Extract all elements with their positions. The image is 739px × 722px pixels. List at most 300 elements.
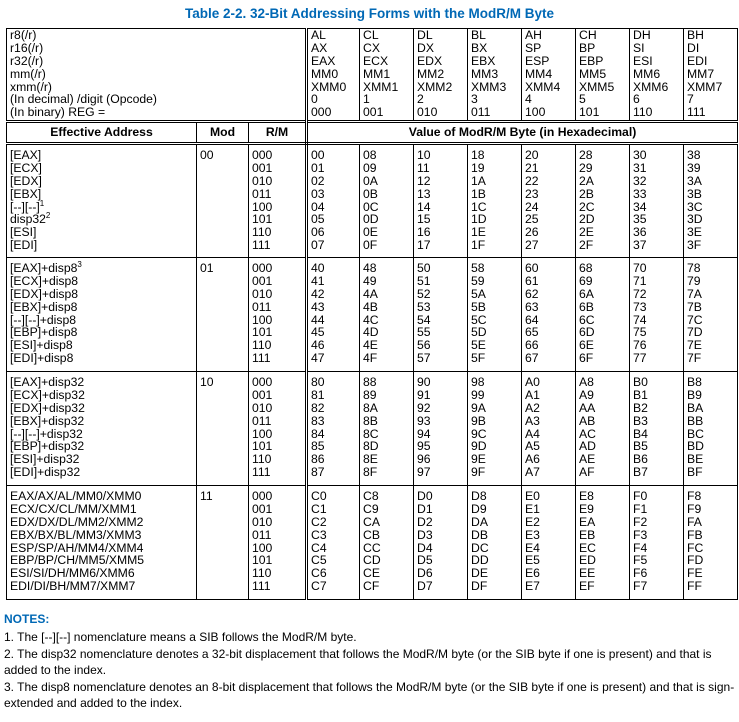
register-name: MM3 — [471, 66, 499, 81]
hex-value: 05 — [311, 212, 325, 227]
register-column — [414, 29, 468, 122]
hex-value: AA — [579, 400, 596, 415]
register-name: DH — [633, 28, 651, 42]
hex-value: F0 — [633, 489, 648, 503]
rm-value: 110 — [252, 452, 272, 467]
hex-value: 1E — [471, 225, 486, 240]
address-text: ESP/SP/AH/MM4/XMM4 — [10, 540, 144, 555]
hex-value: 72 — [633, 286, 647, 301]
hex-value: 47 — [311, 351, 325, 366]
register-name: 100 — [525, 105, 546, 120]
hex-value: A4 — [525, 426, 540, 441]
hex-value: F8 — [687, 489, 702, 503]
rm-value: 011 — [252, 186, 272, 201]
hex-value: C0 — [311, 489, 327, 503]
hex-value: 7D — [687, 325, 703, 340]
mod-header: Mod — [197, 122, 249, 144]
hex-value: 37 — [633, 238, 647, 253]
note-number: 1. — [4, 629, 15, 644]
address-text: [--][--]+disp32 — [10, 426, 83, 441]
hex-value: 09 — [363, 160, 377, 175]
hex-value: AE — [579, 452, 596, 467]
address-line — [10, 580, 193, 593]
hex-value: 13 — [417, 186, 431, 201]
hex-value-column — [684, 372, 738, 486]
hex-value: 6D — [579, 325, 595, 340]
hex-value: 53 — [417, 299, 431, 314]
hex-value: B4 — [633, 426, 648, 441]
hex-value: 60 — [525, 261, 539, 275]
hex-value-column — [414, 372, 468, 486]
hex-value: 32 — [633, 173, 647, 188]
hex-value: 04 — [311, 199, 325, 214]
hex-value: 6E — [579, 338, 594, 353]
register-name: MM7 — [687, 66, 715, 81]
hex-value: C2 — [311, 514, 327, 529]
hex-value: FD — [687, 553, 704, 568]
hex-value: 74 — [633, 312, 647, 327]
hex-value-column — [684, 258, 738, 372]
hex-value-column — [684, 486, 738, 600]
hex-value: F6 — [633, 566, 648, 581]
rm-value: 100 — [252, 312, 273, 327]
hex-value: 49 — [363, 273, 377, 288]
hex-value: 7B — [687, 299, 702, 314]
register-name: BH — [687, 28, 704, 42]
hex-value: 0A — [363, 173, 378, 188]
hex-value-column — [360, 258, 414, 372]
rm-value: 011 — [252, 527, 272, 542]
address-text: ECX/CX/CL/MM/XMM1 — [10, 501, 137, 516]
hex-value-column — [468, 486, 522, 600]
hex-value: B3 — [633, 413, 648, 428]
register-name: MM1 — [363, 66, 391, 81]
hex-value: 3B — [687, 186, 702, 201]
hex-value: 59 — [471, 273, 485, 288]
hex-value: 61 — [525, 273, 539, 288]
register-name: XMM5 — [579, 79, 615, 94]
hex-value: 31 — [633, 160, 647, 175]
rm-value: 001 — [252, 501, 273, 516]
hex-value: F4 — [633, 540, 648, 555]
register-name: 6 — [633, 92, 640, 107]
hex-value: 84 — [311, 426, 325, 441]
hex-value: 63 — [525, 299, 539, 314]
hex-value: 15 — [417, 212, 431, 227]
register-name: XMM3 — [471, 79, 507, 94]
hex-value-column — [576, 372, 630, 486]
mod-value: 11 — [197, 486, 249, 600]
hex-value-column — [360, 372, 414, 486]
hex-value: 9E — [471, 452, 486, 467]
register-column — [522, 29, 576, 122]
hex-value-column — [360, 144, 414, 258]
hex-value: 0C — [363, 199, 379, 214]
hex-value: 0B — [363, 186, 378, 201]
rm-value: 001 — [252, 387, 273, 402]
address-line — [10, 213, 193, 226]
hex-value: D7 — [417, 579, 433, 594]
hex-value: C3 — [311, 527, 327, 542]
register-column — [360, 29, 414, 122]
address-text: [EDX] — [10, 173, 42, 188]
rm-cell — [249, 486, 307, 600]
register-name: XMM4 — [525, 79, 561, 94]
address-text: ESI/SI/DH/MM6/XMM6 — [10, 566, 135, 581]
hex-value: 6B — [579, 299, 594, 314]
hex-value: 12 — [417, 173, 431, 188]
effective-address-cell — [7, 258, 197, 372]
hex-value-column — [414, 486, 468, 600]
hex-value-column — [576, 258, 630, 372]
hex-value: 27 — [525, 238, 539, 253]
hex-value: AF — [579, 465, 595, 480]
hex-value: D8 — [471, 489, 487, 503]
column-header-row — [7, 122, 738, 144]
hex-value: 8D — [363, 439, 379, 454]
hex-value: E2 — [525, 514, 540, 529]
hex-value: C6 — [311, 566, 327, 581]
hex-value: F2 — [633, 514, 648, 529]
register-name: EDI — [687, 53, 708, 68]
address-text: [EDI]+disp32 — [10, 465, 81, 480]
hex-value: B1 — [633, 387, 648, 402]
hex-value: D5 — [417, 553, 433, 568]
hex-value-column — [414, 144, 468, 258]
hex-value: C9 — [363, 501, 379, 516]
register-name: MM0 — [311, 66, 339, 81]
hex-value: B2 — [633, 400, 648, 415]
hex-value: EF — [579, 579, 595, 594]
address-text: [ECX]+disp8 — [10, 273, 79, 288]
hex-value: 22 — [525, 173, 539, 188]
hex-value-column — [576, 144, 630, 258]
address-text: [--][--] — [10, 199, 40, 214]
register-name: AH — [525, 28, 542, 42]
hex-value: E4 — [525, 540, 540, 555]
register-name: 3 — [471, 92, 478, 107]
hex-value: 6A — [579, 286, 594, 301]
hex-value: 85 — [311, 439, 325, 454]
note-number: 2. — [4, 647, 15, 661]
hex-value: 65 — [525, 325, 539, 340]
hex-value: D6 — [417, 566, 433, 581]
hex-value: DB — [471, 527, 488, 542]
address-text: EDI/DI/BH/MM7/XMM7 — [10, 579, 136, 594]
hex-value: CB — [363, 527, 380, 542]
register-name: EAX — [311, 53, 336, 68]
register-label: r16(/r) — [10, 40, 44, 55]
hex-value: FE — [687, 566, 703, 581]
address-text: EBP/BP/CH/MM5/XMM5 — [10, 553, 145, 568]
hex-value: 14 — [417, 199, 431, 214]
register-name: AL — [311, 28, 326, 42]
hex-value: A6 — [525, 452, 540, 467]
hex-value: E8 — [579, 489, 594, 503]
register-name: XMM0 — [311, 79, 347, 94]
hex-value: 70 — [633, 261, 647, 275]
hex-value: 11 — [417, 160, 430, 175]
hex-value: 1C — [471, 199, 487, 214]
register-name: EBP — [579, 53, 604, 68]
hex-value: E6 — [525, 566, 540, 581]
hex-value: FC — [687, 540, 704, 555]
register-name: DX — [417, 40, 434, 55]
hex-value: 3F — [687, 238, 702, 253]
hex-value: 75 — [633, 325, 647, 340]
address-text: EBX/BX/BL/MM3/XMM3 — [10, 527, 142, 542]
mod-group-row — [7, 372, 738, 486]
register-name: BP — [579, 40, 596, 55]
register-name: DI — [687, 40, 700, 55]
rm-value: 110 — [252, 225, 272, 240]
hex-value: 9A — [471, 400, 486, 415]
address-text: [EDI] — [10, 238, 38, 253]
hex-value: 51 — [417, 273, 431, 288]
effective-address-cell — [7, 144, 197, 258]
rm-value: 000 — [252, 261, 273, 275]
hex-value: EC — [579, 540, 596, 555]
hex-value: 89 — [363, 387, 377, 402]
hex-value: F5 — [633, 553, 648, 568]
hex-value: 68 — [579, 261, 593, 275]
hex-value: DD — [471, 553, 489, 568]
register-header-row — [7, 29, 738, 122]
hex-value: 44 — [311, 312, 325, 327]
hex-value: 67 — [525, 351, 539, 366]
register-column — [630, 29, 684, 122]
register-label: xmm(/r) — [10, 79, 52, 94]
hex-value: A8 — [579, 375, 594, 389]
register-name: 4 — [525, 92, 532, 107]
rm-value: 000 — [252, 375, 273, 389]
hex-value: 6C — [579, 312, 595, 327]
register-name: 1 — [363, 92, 370, 107]
hex-value: FA — [687, 514, 702, 529]
hex-value: 28 — [579, 148, 593, 162]
register-label: mm(/r) — [10, 66, 46, 81]
rm-value: 011 — [252, 299, 272, 314]
hex-value: 35 — [633, 212, 647, 227]
rm-value: 101 — [252, 212, 273, 227]
register-name: 010 — [417, 105, 438, 120]
hex-value: A3 — [525, 413, 540, 428]
hex-value: 5D — [471, 325, 487, 340]
address-text: [EBX]+disp32 — [10, 413, 85, 428]
hex-value-column — [307, 372, 360, 486]
address-text: EAX/AX/AL/MM0/XMM0 — [10, 489, 142, 503]
hex-value: 1F — [471, 238, 486, 253]
hex-value-column — [468, 258, 522, 372]
hex-value: 4E — [363, 338, 378, 353]
hex-value: 2A — [579, 173, 594, 188]
hex-value: 3E — [687, 225, 702, 240]
hex-value: A5 — [525, 439, 540, 454]
hex-value: 82 — [311, 400, 325, 415]
hex-value: 83 — [311, 413, 325, 428]
hex-value: 19 — [471, 160, 485, 175]
hex-value: 9F — [471, 465, 486, 480]
hex-value: 16 — [417, 225, 431, 240]
hex-value: CC — [363, 540, 381, 555]
hex-value: 90 — [417, 375, 431, 389]
hex-value: 00 — [311, 148, 325, 162]
address-text: [--][--]+disp8 — [10, 312, 77, 327]
hex-value: 55 — [417, 325, 431, 340]
hex-value: D4 — [417, 540, 433, 555]
hex-value: D2 — [417, 514, 433, 529]
hex-value: A7 — [525, 465, 540, 480]
hex-value: D9 — [471, 501, 487, 516]
hex-value-column — [522, 372, 576, 486]
hex-value: 3D — [687, 212, 703, 227]
hex-value: 94 — [417, 426, 431, 441]
hex-value: CE — [363, 566, 380, 581]
rm-value: 111 — [252, 238, 271, 253]
hex-value: 2B — [579, 186, 594, 201]
modrm-table — [6, 28, 738, 600]
hex-value: C7 — [311, 579, 327, 594]
register-name: SI — [633, 40, 645, 55]
hex-value: 58 — [471, 261, 485, 275]
register-name: 111 — [687, 105, 706, 120]
rm-value: 101 — [252, 325, 273, 340]
register-name: 101 — [579, 105, 600, 120]
hex-value: 71 — [633, 273, 647, 288]
hex-value: BE — [687, 452, 704, 467]
address-text: [EBX] — [10, 186, 42, 201]
hex-value: 1D — [471, 212, 487, 227]
hex-value: 66 — [525, 338, 539, 353]
note-item — [4, 680, 735, 711]
hex-value: AC — [579, 426, 596, 441]
hex-value: 34 — [633, 199, 647, 214]
hex-value: 78 — [687, 261, 701, 275]
hex-value: 8E — [363, 452, 378, 467]
rm-value: 010 — [252, 173, 273, 188]
hex-value: 18 — [471, 148, 485, 162]
hex-value: 95 — [417, 439, 431, 454]
hex-value: D3 — [417, 527, 433, 542]
hex-value: 0E — [363, 225, 378, 240]
hex-value: 17 — [417, 238, 431, 253]
effective-address-header: Effective Address — [7, 122, 197, 144]
hex-value: 39 — [687, 160, 701, 175]
hex-value-column — [307, 486, 360, 600]
hex-value: E7 — [525, 579, 540, 594]
register-name: XMM6 — [633, 79, 669, 94]
rm-value: 100 — [252, 426, 273, 441]
hex-value: 57 — [417, 351, 431, 366]
note-item — [4, 630, 735, 646]
footnote-marker: 1 — [39, 198, 45, 208]
hex-value: BA — [687, 400, 704, 415]
hex-value: 0D — [363, 212, 379, 227]
register-labels — [7, 29, 307, 122]
hex-value: 69 — [579, 273, 593, 288]
register-name: BX — [471, 40, 488, 55]
hex-value: 99 — [471, 387, 485, 402]
register-name: 7 — [687, 92, 694, 107]
mod-group-row — [7, 258, 738, 372]
hex-value: E9 — [579, 501, 594, 516]
hex-value: 5E — [471, 338, 486, 353]
hex-value: 25 — [525, 212, 539, 227]
table-title: Table 2-2. 32-Bit Addressing Forms with the ModR/M Byte — [184, 6, 555, 21]
rm-cell — [249, 372, 307, 486]
address-text: EDX/DX/DL/MM2/XMM2 — [10, 514, 144, 529]
footnote-marker: 3 — [77, 260, 82, 269]
address-text: [ESI]+disp32 — [10, 452, 80, 467]
address-text: [EAX]+disp8 — [10, 261, 78, 275]
hex-value: 8F — [363, 465, 378, 480]
hex-value: 56 — [417, 338, 431, 353]
address-text: [EBP]+disp32 — [10, 439, 85, 454]
register-name: EDX — [417, 53, 443, 68]
hex-value: 76 — [633, 338, 647, 353]
hex-value: 86 — [311, 452, 325, 467]
hex-value-column — [360, 486, 414, 600]
hex-value: 8B — [363, 413, 378, 428]
rm-value: 000 — [252, 489, 273, 503]
hex-value: 88 — [363, 375, 377, 389]
register-name: 011 — [471, 105, 491, 120]
address-text: [ESI] — [10, 225, 37, 240]
hex-value: 48 — [363, 261, 377, 275]
hex-value: 43 — [311, 299, 325, 314]
hex-value: 1A — [471, 173, 486, 188]
hex-value: 2C — [579, 199, 595, 214]
hex-value: 6F — [579, 351, 594, 366]
hex-value: FF — [687, 579, 702, 594]
address-text: [EAX] — [10, 148, 42, 162]
mod-group-row — [7, 486, 738, 600]
address-text: [EBX]+disp8 — [10, 299, 78, 314]
hex-value: E5 — [525, 553, 540, 568]
note-number: 3. — [4, 680, 15, 694]
hex-value: 4A — [363, 286, 378, 301]
hex-value: 9C — [471, 426, 487, 441]
hex-value: DF — [471, 579, 488, 594]
address-text: [EDI]+disp8 — [10, 351, 74, 366]
hex-value: D1 — [417, 501, 433, 516]
mod-value: 01 — [197, 258, 249, 372]
address-line — [10, 239, 193, 252]
hex-value: 91 — [417, 387, 431, 402]
note-text: The disp32 nomenclature denotes a 32-bit displacement that follows the ModR/M byte (or the SIB byte if one is present) and that is added to the index. — [4, 647, 712, 677]
hex-value: BD — [687, 439, 704, 454]
hex-value: 9B — [471, 413, 486, 428]
hex-value: 5B — [471, 299, 486, 314]
rm-value: 111 — [252, 465, 271, 480]
register-column — [307, 29, 360, 122]
hex-value: 9D — [471, 439, 487, 454]
hex-value-column — [307, 144, 360, 258]
hex-value: C4 — [311, 540, 327, 555]
hex-value: 07 — [311, 238, 325, 253]
hex-value: 2D — [579, 212, 595, 227]
hex-value: 36 — [633, 225, 647, 240]
hex-value: B0 — [633, 375, 648, 389]
hex-value: 08 — [363, 148, 377, 162]
register-name: MM6 — [633, 66, 661, 81]
footnote-marker: 2 — [45, 211, 51, 221]
effective-address-cell — [7, 486, 197, 600]
hex-value: 96 — [417, 452, 431, 467]
hex-value: 92 — [417, 400, 431, 415]
effective-address-cell — [7, 372, 197, 486]
hex-value-column — [630, 258, 684, 372]
